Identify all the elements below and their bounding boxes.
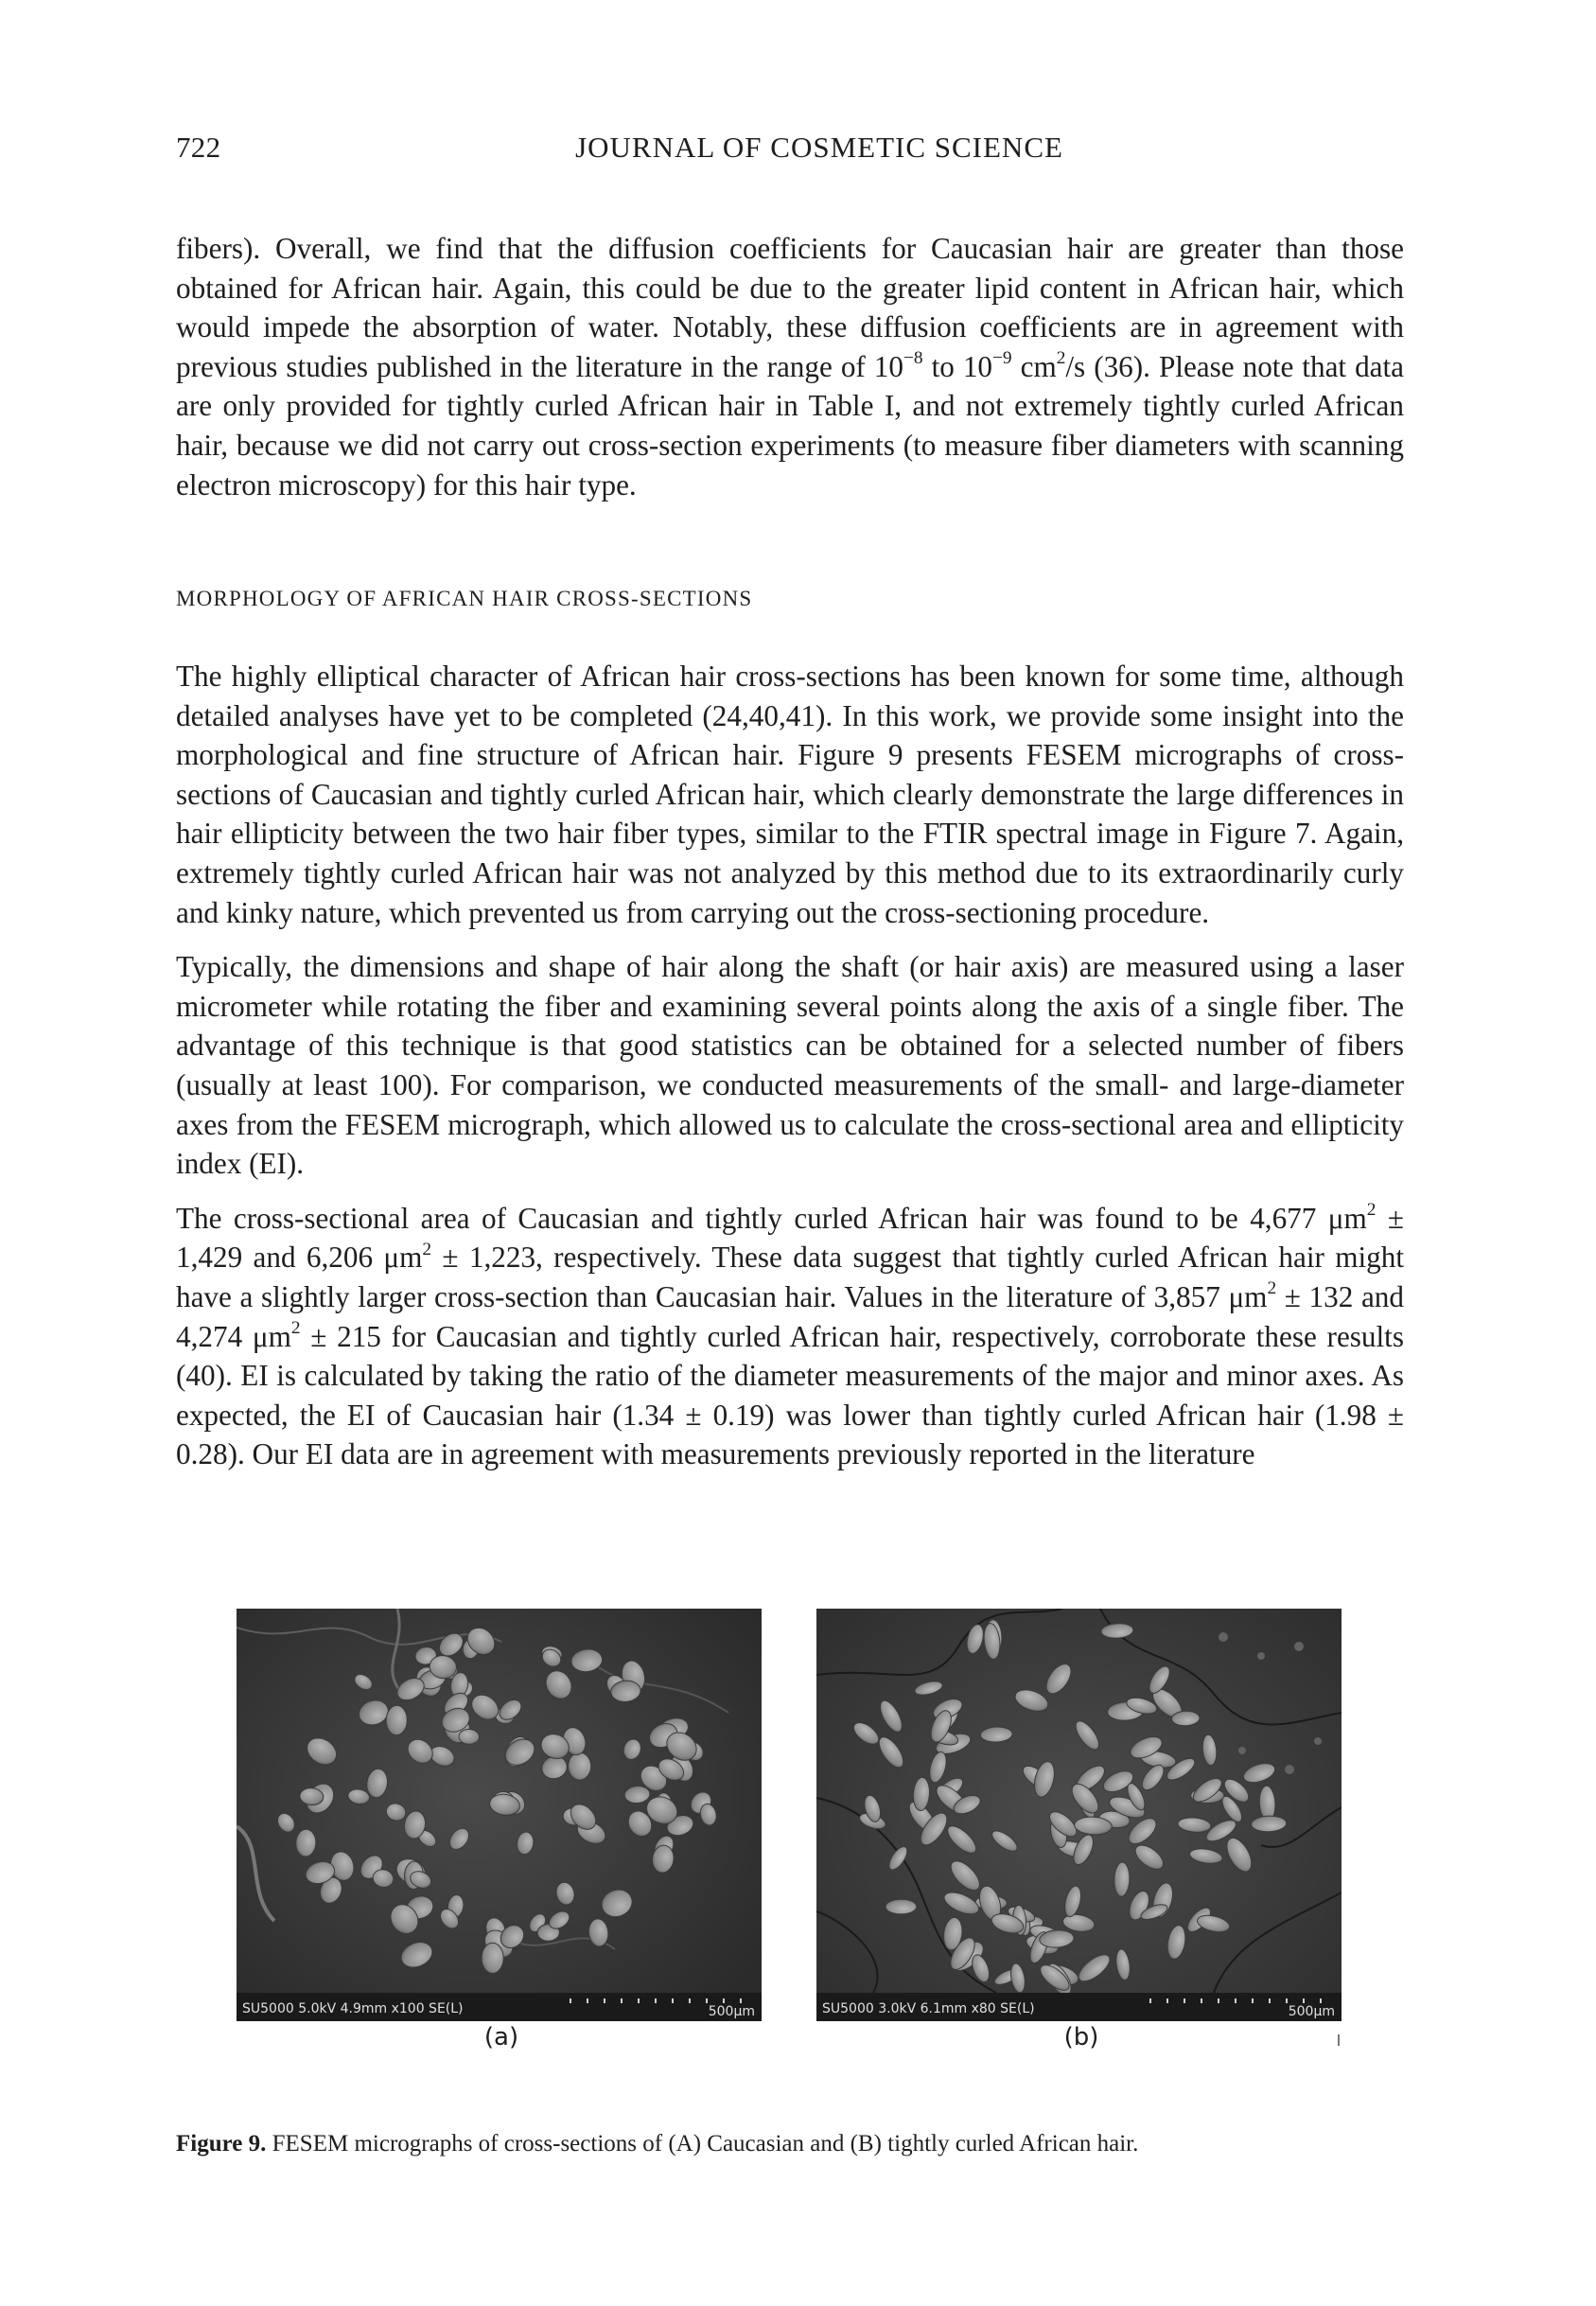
body-paragraph-3: The cross-sectional area of Caucasian and tightly curled African hair was found to be 4,677 $\mu m^2 \pm 1,429$ and 6,206 $\mu m^2 \pm 1,223$, respectively. These data suggest that tightly curled African hair might have a slightly larger cross-section than Caucasian hair. Values in the literature of 3,857 $\mu m^2 \pm 132$ and 4,274 $\mu m^2 \pm 215$ for Caucasian and tightly curled African hair, respectively, corroborate these results (40). EI is calculated by taking the ratio of the diameter measurements of the major and minor axes. As expected, the EI of Caucasian hair (1.34 ± 0.19) was lower than tightly curled African hair (1.98 ± 0.28). Our EI data are in agreement with measurements previously reported in the literature [176,1200,1405,1471]
panel-b-scale-label: 500μm [1288,2004,1335,2019]
micrograph-panel-b [816,1609,1342,2021]
caption-label: Figure 9. [176,2131,267,2156]
intro-paragraph: fibers). Overall, we find that the diffusion coefficients for Caucasian hair are greater than those obtained for African hair. Again, this could be due to the greater lipid content in African hair, which would impede the absorption of water. Notably, these diffusion coefficients are in agreement with previous studies published in the literature in the range of $10^{-8}$ to $10^{-9}$ $cm^2/s$ (36). Please note that data are only provided for tightly curled African hair in Table I, and not extremely tightly curled African hair, because we did not carry out cross-section experiments (to measure fiber diameters with scanning electron microscopy) for this hair type. [176,232,1405,502]
panel-label-b: (b) [1063,2023,1099,2051]
caption-text: FESEM micrographs of cross-sections of (A) Caucasian and (B) tightly curled African hair. [272,2131,1139,2156]
section-body [176,657,1404,1489]
running-head [176,131,1406,172]
body-paragraph-1: The highly elliptical character of African hair cross-sections has been known for some time, although detailed analyses have yet to be completed (24,40,41). In this work, we provide some insight into the morphological and fine structure of African hair. Figure 9 presents FESEM micrographs of cross-sections of Caucasian and tightly curled African hair, which clearly demonstrate the large differences in hair ellipticity between the two hair fiber types, similar to the FTIR spectral image in Figure 7. Again, extremely tightly curled African hair was not analyzed by this method due to its extraordinarily curly and kinky nature, which prevented us from carrying out the cross-sectioning procedure. [176,660,1404,929]
panel-a-info-bar: SU5000 5.0kV 4.9mm x100 SE(L) [242,2001,464,2016]
panel-b-info-bar: SU5000 3.0kV 6.1mm x80 SE(L) [822,2001,1035,2016]
journal-title: JOURNAL OF COSMETIC SCIENCE [575,131,1063,164]
section-heading: MORPHOLOGY OF AFRICAN HAIR CROSS-SECTIONS [176,587,753,610]
caucasian-fiber-section [482,1943,503,1973]
panel-label-a: (a) [483,2023,519,2051]
intro-text-block [176,229,1404,504]
figure-edge-mark [1338,2034,1340,2046]
body-paragraph-2: Typically, the dimensions and shape of hair along the shaft (or hair axis) are measured using a laser micrometer while rotating the fiber and examining several points along the axis of a single fiber. The advantage of this technique is that good statistics can be obtained for a selected number of fibers (usually at least 100). For comparison, we conducted measurements of the small- and large-diameter axes from the FESEM micrograph, which allowed us to calculate the cross-sectional area and ellipticity index (EI). [176,950,1404,1181]
caucasian-fiber-section [386,1705,408,1735]
caucasian-fiber-section [569,1752,591,1780]
african-fiber-section [886,1899,917,1914]
figure-caption [176,2131,1406,2157]
page-number: 722 [176,131,221,164]
panel-a-scale-label: 500μm [708,2004,755,2019]
micrograph-panel-a [237,1609,762,2021]
